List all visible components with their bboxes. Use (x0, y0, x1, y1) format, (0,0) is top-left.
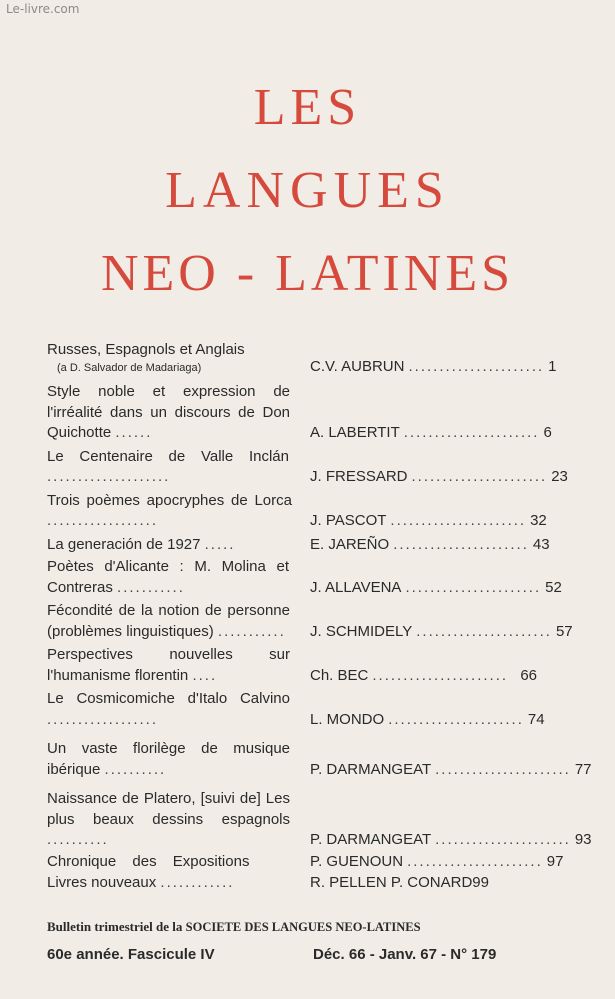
toc-entry (47, 535, 550, 556)
toc-entry-author: Ch. BEC (310, 666, 369, 684)
toc-entry-page: 32 (530, 512, 547, 529)
toc-entry-title: Naissance de Platero, [suivi de] Les plus beaux dessins espagnols (47, 790, 290, 828)
leader-dots: ...................... (435, 831, 571, 848)
toc-entry-page: 93 (574, 831, 592, 848)
toc-entry-author: L. MONDO (310, 710, 385, 728)
leader-dots: ...................... (372, 666, 509, 684)
toc-entry-page: 57 (555, 622, 573, 640)
toc-entry-title: Le Centenaire de Valle Inclán (47, 447, 289, 465)
toc-entry-subtitle: (a D. Salvador de Madariaga) (57, 361, 202, 374)
leader-dots: ..... (204, 535, 236, 553)
leader-dots: ...................... (388, 710, 524, 728)
title-line-2: LANGUES (165, 162, 450, 219)
toc-entry-author: P. DARMANGEAT (310, 760, 432, 778)
toc-entry (47, 601, 573, 642)
toc-entry-page: 74 (527, 710, 545, 728)
toc-entry (47, 447, 568, 488)
toc-entry-title: Style noble et expression de l'irréalité dans un discours de Don Quichotte (47, 383, 290, 441)
toc-entry-title: Poètes d'Alicante : M. Molina et Contreras (47, 558, 289, 596)
toc-entry (47, 557, 562, 598)
toc-entry-page: 66 (520, 666, 537, 684)
table-of-contents (47, 340, 592, 894)
toc-entry-author: A. LABERTIT (310, 424, 400, 441)
leader-dots: .... (192, 666, 218, 684)
leader-dots: ...................... (393, 535, 529, 553)
toc-entry-page: 52 (545, 578, 562, 596)
issue-date-number: Déc. 66 - Janv. 67 - N° 179 (313, 946, 497, 963)
title-line-1: LES (253, 79, 362, 136)
toc-entry-title: Un vaste florilège de musique ibérique (47, 740, 290, 778)
toc-entry-title: Russes, Espagnols et Anglais (47, 341, 245, 358)
toc-entry-page: 1 (548, 357, 557, 375)
toc-entry (47, 382, 552, 444)
title-line-3: NEO - LATINES (100, 245, 515, 302)
bulletin-prefix: Bulletin trimestriel de la (47, 919, 183, 934)
leader-dots: .......... (104, 760, 167, 778)
toc-entry-author: C.V. AUBRUN (310, 357, 405, 375)
issue-volume: 60e année. Fascicule IV (47, 946, 215, 963)
leader-dots: ...................... (403, 424, 540, 441)
leader-dots: .......... (47, 831, 109, 848)
leader-dots: .................... (47, 468, 171, 485)
bulletin-line (47, 919, 421, 935)
leader-dots: .................. (47, 512, 159, 529)
leader-dots: ...................... (407, 852, 543, 870)
toc-entry-author: J. ALLAVENA (310, 578, 402, 596)
toc-entry-title: La generación de 1927 (47, 535, 201, 553)
leader-dots: ............ (160, 874, 235, 891)
toc-entry-author: P. DARMANGEAT (310, 831, 432, 848)
toc-entry-page: 23 (551, 468, 568, 485)
toc-entry-author: J. SCHMIDELY (310, 622, 413, 640)
watermark-text: Le-livre.com (6, 2, 80, 16)
toc-entry-title: Fécondité de la notion de personne (problèmes linguistiques) (47, 602, 290, 640)
leader-dots: ...................... (435, 760, 571, 778)
toc-entry-author: R. PELLEN P. CONARD (310, 874, 473, 891)
toc-entry-author: P. GUENOUN (310, 852, 404, 870)
toc-entry (47, 689, 545, 730)
toc-entry-title: Trois poèmes apocryphes de Lorca (47, 491, 292, 509)
toc-entry-page: 43 (532, 535, 550, 553)
toc-entry-page: 99 (472, 874, 489, 891)
toc-entry-title: Chronique des Expositions (47, 852, 250, 870)
toc-entry-title: Perspectives nouvelles sur l'humanisme florentin (47, 646, 290, 684)
bulletin-society: SOCIETE DES LANGUES NEO-LATINES (185, 920, 421, 934)
toc-entry (47, 873, 537, 894)
toc-entry-author: E. JAREÑO (310, 535, 390, 553)
toc-entry (47, 739, 592, 780)
toc-entry-title: Le Cosmicomiche d'Italo Calvino (47, 690, 290, 707)
toc-entry (47, 645, 537, 686)
toc-entry-page: 77 (574, 760, 592, 778)
toc-entry (47, 789, 592, 851)
toc-entry (47, 852, 564, 873)
toc-entry-author: J. FRESSARD (310, 468, 408, 485)
toc-entry-page: 6 (543, 424, 552, 441)
leader-dots: ........... (117, 578, 185, 596)
toc-entry (47, 340, 557, 375)
leader-dots: ...................... (408, 357, 545, 375)
leader-dots: ...... (115, 424, 153, 441)
toc-entry (47, 491, 547, 532)
leader-dots: ...................... (416, 622, 552, 640)
leader-dots: ...................... (411, 468, 548, 485)
leader-dots: ........... (217, 622, 286, 640)
leader-dots: ...................... (390, 512, 527, 529)
leader-dots: .................. (47, 710, 159, 728)
toc-entry-author: J. PASCOT (310, 512, 387, 529)
toc-entry-title: Livres nouveaux (47, 874, 157, 891)
toc-entry-page: 97 (546, 852, 564, 870)
leader-dots: ...................... (405, 578, 542, 596)
